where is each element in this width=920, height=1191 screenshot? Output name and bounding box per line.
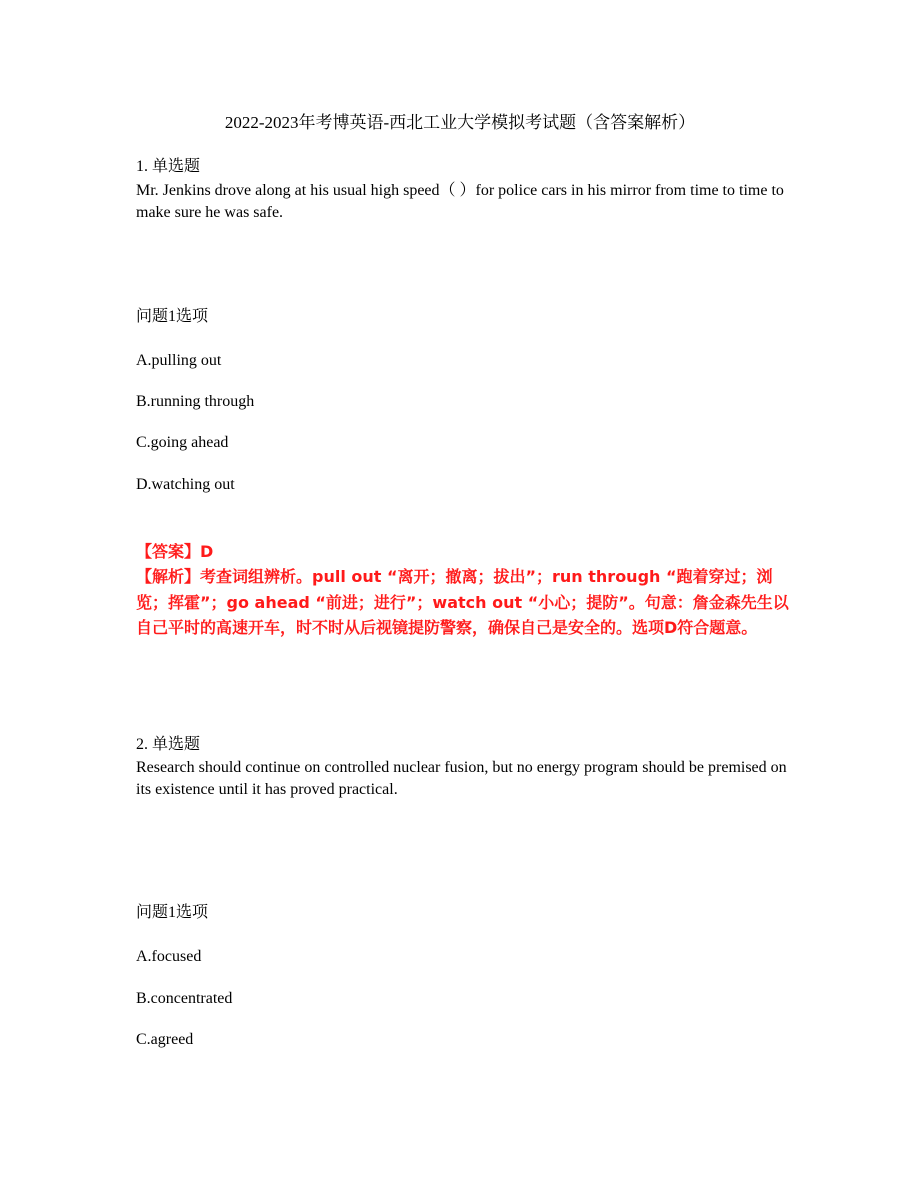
- question-1-answer: 【答案】D: [136, 542, 214, 561]
- question-2-header: 2. 单选题: [136, 736, 201, 753]
- question-2-stem: Research should continue on controlled nuclear fusion, but no energy program should be premised on its existence until it has proved practical.: [136, 759, 787, 798]
- question-1-option-c: C.going ahead: [136, 434, 229, 451]
- question-2-option-a: A.focused: [136, 948, 202, 965]
- question-1-option-d: D.watching out: [136, 476, 235, 493]
- question-2-option-c: C.agreed: [136, 1031, 194, 1048]
- question-1-options-label: 问题1选项: [136, 308, 209, 325]
- question-2-options-label: 问题1选项: [136, 904, 209, 921]
- question-1-stem: Mr. Jenkins drove along at his usual high speed（ ）for police cars in his mirror from time to time to make sure he was safe.: [136, 182, 784, 221]
- question-1-header: 1. 单选题: [136, 158, 201, 175]
- page-title: 2022-2023年考博英语-西北工业大学模拟考试题（含答案解析）: [224, 113, 696, 132]
- question-1-analysis: 【解析】考查词组辨析。pull out “离开；撤离；拔出”；run through “跑着穿过；浏览；挥霍”；go ahead “前进；进行”；watch out “小心；提防”。句意：詹金森先生以自己平时的高速开车，时不时从后视镜提防警察，确保自己是安全的。选项D符合题意。: [136, 567, 789, 637]
- question-1-option-b: B.running through: [136, 393, 255, 410]
- question-1-option-a: A.pulling out: [136, 352, 222, 369]
- question-2-option-b: B.concentrated: [136, 990, 233, 1007]
